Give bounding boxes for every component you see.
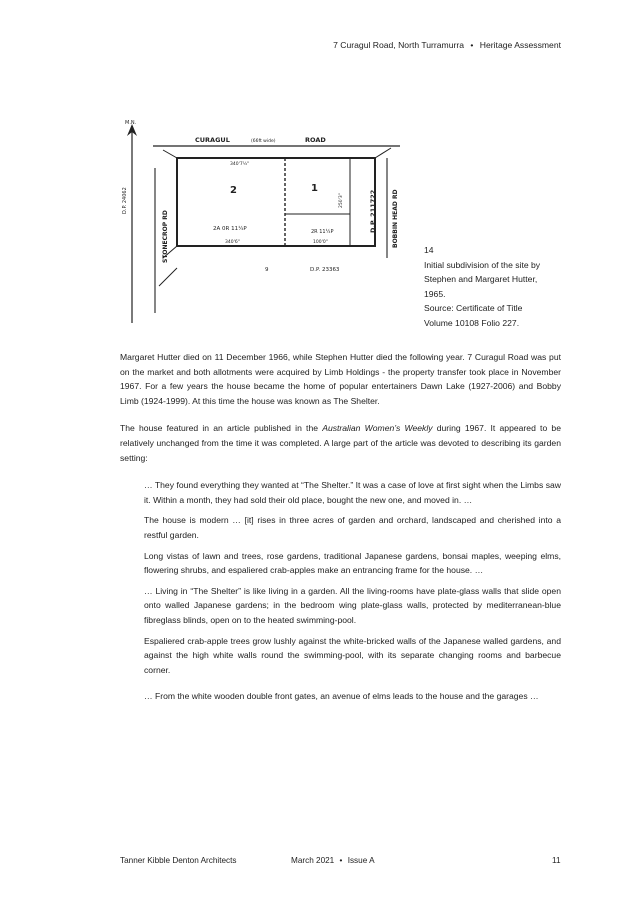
subdivision-plan-drawing [115, 118, 415, 338]
quote-paragraph: The house is modern … [it] rises in three acres of garden and orchard, landscaped and cherished into a restful garden. [144, 515, 561, 540]
bottom-lot-label: 9 [265, 267, 269, 273]
header-bullet: • [470, 40, 474, 50]
lot1-number: 1 [311, 183, 318, 194]
splay-top-left [163, 150, 177, 158]
dim-bottom-label: 340'6" [225, 240, 240, 245]
north-arrow-icon [122, 120, 137, 323]
road-word-label: ROAD [305, 136, 326, 144]
header-title: 7 Curagul Road, North Turramurra [333, 40, 464, 50]
quote-paragraph: … Living in “The Shelter” is like living in a garden. All the living-rooms have plate-glass walls that slide open onto walled Japanese gardens; in the bedroom wing plate-glass walls, protected by mediterranean-blue fibreglass blinds, open on to the heated swimming-pool. [144, 585, 561, 625]
dp-right-label: D.P. 211722 [369, 189, 377, 233]
page-number: 11 [552, 856, 561, 865]
road-left-label: STONECROP RD [162, 210, 169, 263]
publication-title: Australian Women’s Weekly [322, 423, 433, 434]
dim-mid-label: 250'3" [339, 193, 344, 208]
paragraph-weekly-article [120, 421, 561, 465]
footer-date-issue [291, 856, 375, 865]
paragraph-hutter-deaths: Margaret Hutter died on 11 December 1966, while Stephen Hutter died the following year. 7 Curagul Road was put on the market and both allotments were acquired by Limb Holdings - the property transfer took place in November 1967. For a few years the house became the home of popular entertainers Dawn Lake (1927-2006) and Bobby Limb (1924-1999). At this time the house was known as The Shelter. [120, 352, 561, 406]
caption-line: Volume 10108 Folio 227. [424, 317, 520, 328]
road-top-label: CURAGUL [195, 136, 230, 144]
figure-caption [424, 243, 574, 331]
quote-paragraph: Long vistas of lawn and trees, rose gardens, traditional Japanese gardens, bonsai maples, weeping elms, flowering shrubs, and espaliered crab-apples make an entrancing frame for the house. … [144, 550, 561, 576]
dim-top-label: 340'7½" [230, 162, 250, 167]
north-label: M.N. [125, 120, 137, 126]
quote-paragraph: … From the white wooden double front gates, an avenue of elms leads to the house and the garages … [144, 691, 539, 702]
para2-before: The house featured in an article published in the [120, 423, 323, 434]
header-section: Heritage Assessment [479, 40, 561, 50]
footer-firm: Tanner Kibble Denton Architects [120, 856, 237, 865]
quote-paragraph: Espaliered crab-apple trees grow lushly against the white-bricked walls of the Japanese walled gardens, and against the high white walls round the swimming-pool, with its separate changing rooms and barbecue corner. [144, 635, 561, 675]
para2-after: during 1967. It appeared to be relatively unchanged from the time it was completed. A large part of the article was devoted to describing its garden setting: [120, 423, 561, 463]
caption-line: 1965. [424, 288, 446, 299]
lot2-area: 2A 0R 11¼P [213, 226, 247, 232]
caption-line: Initial subdivision of the site by [424, 259, 541, 270]
body-text [120, 350, 561, 710]
dp-left-label: D.P. 24062 [122, 187, 128, 214]
lot1-area: 2R 11¼P [311, 229, 334, 235]
subdivision-plan-figure [115, 118, 415, 338]
caption-number: 14 [424, 245, 434, 255]
bottom-dp-label: D.P. 23363 [310, 267, 340, 273]
footer-bullet: • [339, 856, 343, 865]
caption-line: Source: Certificate of Title [424, 303, 523, 314]
footer-date: March 2021 [291, 856, 335, 865]
page-header [333, 40, 561, 50]
quote-paragraph: … They found everything they wanted at “The Shelter.” It was a case of love at first sight when the Limbs saw it. Within a month, they had sold their old place, bought the new one, and moved in. … [144, 480, 561, 505]
dim-right-label: 100'0" [313, 240, 328, 245]
road-top-width: (66ft wide) [251, 139, 276, 144]
footer-issue: Issue A [347, 856, 375, 865]
lot2-number: 2 [230, 185, 237, 196]
splay-lower [159, 268, 177, 286]
road-right-label: BOBBIN HEAD RD [392, 189, 399, 248]
caption-line: Stephen and Margaret Hutter, [424, 274, 538, 285]
lot-boundary [177, 158, 375, 246]
splay-top-right [375, 148, 391, 158]
